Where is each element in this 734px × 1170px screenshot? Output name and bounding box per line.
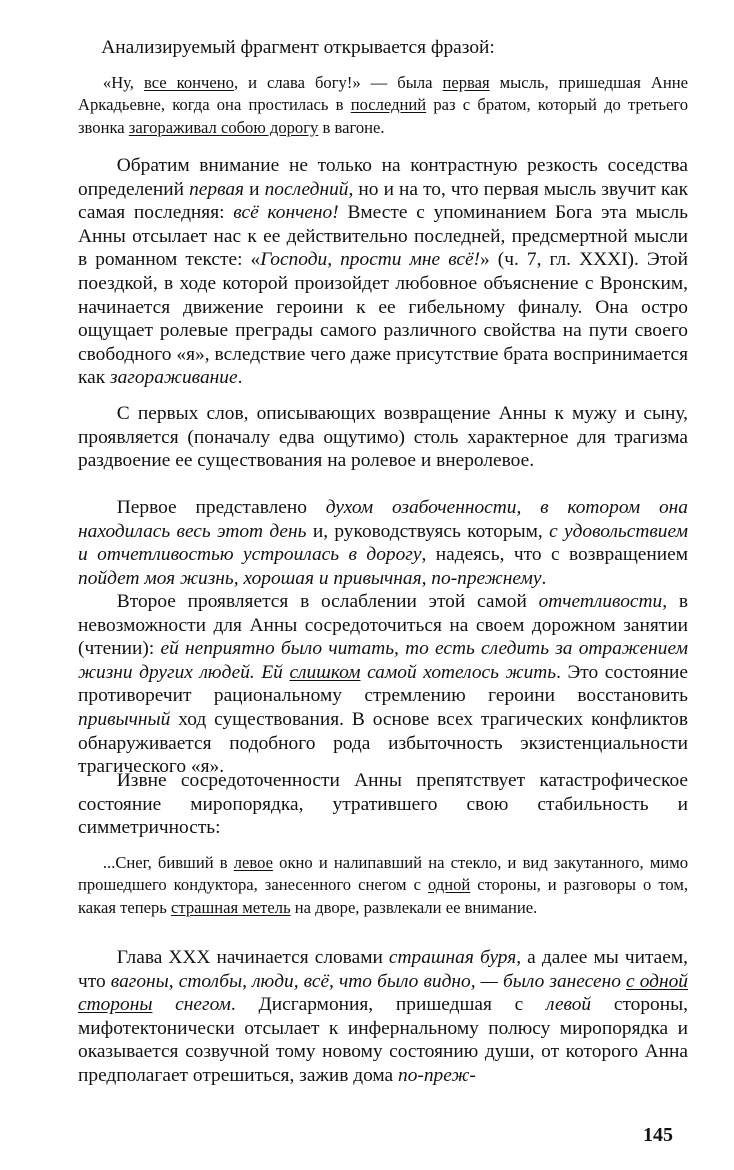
para6-run-7: левой [546,994,592,1016]
para1-run-9: загораживание [110,367,238,389]
quote1-run-7: загораживал собою дорогу [128,117,319,137]
para6-run-1: страшная буря [388,947,517,968]
para6-run-9: по-преж- [398,1064,476,1086]
quote1-run-1: все кончено [143,73,234,92]
quote-opening-phrase: «Ну, все кончено, и слава богу!» — была первая мысль, пришедшая Анне Аркадьевне, когда она простилась в последний раз с братом, который до третьего звонка загораживал собою дорогу в вагоне. [78,73,688,137]
paragraph-contrast: Обратим внимание не только на контрастную резкость соседства определений первая и последний, но и на то, что первая мысль звучит как самая последняя: всё кончено! Вместе с упоминанием Бога эта мысль Анны отсылает нас к ее действительно последней, предсмертной мысли в романном тексте: «Господи, прости мне всё!» (ч. 7, гл. XXXI). Этой поездкой, в ходе которой произойдет любовное объяснение с Вронским, начинается движение героини к ее гибельному финалу. Она остро ощущает ролевые преграды самого различного свойства на пути своего свободного «я», вследствие чего даже присутствие брата воспринимается как загораживание. [78,155,688,389]
para4-run-7: привычный [78,708,171,730]
para6-run-5: снегом [152,994,231,1016]
para4-run-4: слишком [289,661,361,683]
para1-run-1: первая [189,178,245,200]
para3-run-3: с удовольствием и отчетливостью устроилась в дорогу [78,520,688,566]
page-number: 145 [643,1124,673,1146]
paragraph-world-order: Извне сосредоточенности Анны препятствует катастрофическое состояние миропорядка, утратившего свою стабильность и симметричность: [78,770,688,839]
para4-run-5: самой хотелось жить [360,661,557,683]
paragraph-role-existence: Первое представлено духом озабоченности, в котором она находилась весь этот день и, руководствуясь которым, с удовольствием и отчетливостью устроилась в дорогу, надеясь, что с возвращением пойдет моя жизнь, хорошая и привычная, по-прежнему. [78,497,689,589]
quote1-run-5: последний [350,95,427,115]
para6-run-3: вагоны, столбы, люди, всё, что было видно, — было занесено [110,970,627,992]
paragraph-duality: С первых слов, описывающих возвращение Анны к мужу и сыну, проявляется (поначалу едва ощутимо) столь характерное для трагизма раздвоение ее существования на ролевое и внеролевое. [78,403,688,472]
quote1-run-3: первая [442,73,490,92]
para1-run-3: последний [264,178,349,200]
para3-run-1: духом озабоченности, в котором она находилась весь этот день [78,497,688,542]
quote2-run-1: левое [233,853,273,872]
para6-run-4: с одной стороны [78,970,688,1016]
quote2-run-5: страшная метель [171,897,291,917]
para4-run-1: отчетливости [538,591,663,612]
para4-run-3: ей неприятно было читать, то есть следить за отражением жизни других людей. Ей [78,638,688,683]
quote2-run-3: одной [427,875,471,895]
quote-snowstorm: ...Снег, бивший в левое окно и налипавший на стекло, и вид закутанного, мимо прошедшего кондуктора, занесенного снегом с одной стороны, и разговоры о том, какая теперь страшная метель на дворе, развлекали ее внимание. [78,853,688,917]
fragment-heading: Анализируемый фрагмент открывается фразой: [101,37,495,58]
para3-run-5: пойдет моя жизнь, хорошая и привычная, по-прежнему [78,567,542,589]
paragraph-non-role-existence: Второе проявляется в ослаблении этой самой отчетливости, в невозможности для Анны сосредоточиться на своем дорожном занятии (чтении): ей неприятно было читать, то есть следить за отражением жизни других людей. Ей слишком самой хотелось жить. Это состояние противоречит рациональному стремлению героини восстановить привычный ход существования. В основе всех трагических конфликтов обнаруживается подобного рода избыточность экзистенциальности трагического «я». [78,591,688,778]
para1-run-7: Господи, прости мне всё! [260,249,481,271]
para1-run-5: всё кончено! [233,202,339,224]
paragraph-chapter-xxx: Глава XXX начинается словами страшная буря, а далее мы читаем, что вагоны, столбы, люди, всё, что было видно, — было занесено с одной стороны снегом. Дисгармония, пришедшая с левой стороны, мифотектонически отсылает к инфернальному полюсу миропорядка и оказывается созвучной тому новому состоянию души, от которого Анна предполагает отрешиться, зажив дома по-преж- [78,947,689,1086]
